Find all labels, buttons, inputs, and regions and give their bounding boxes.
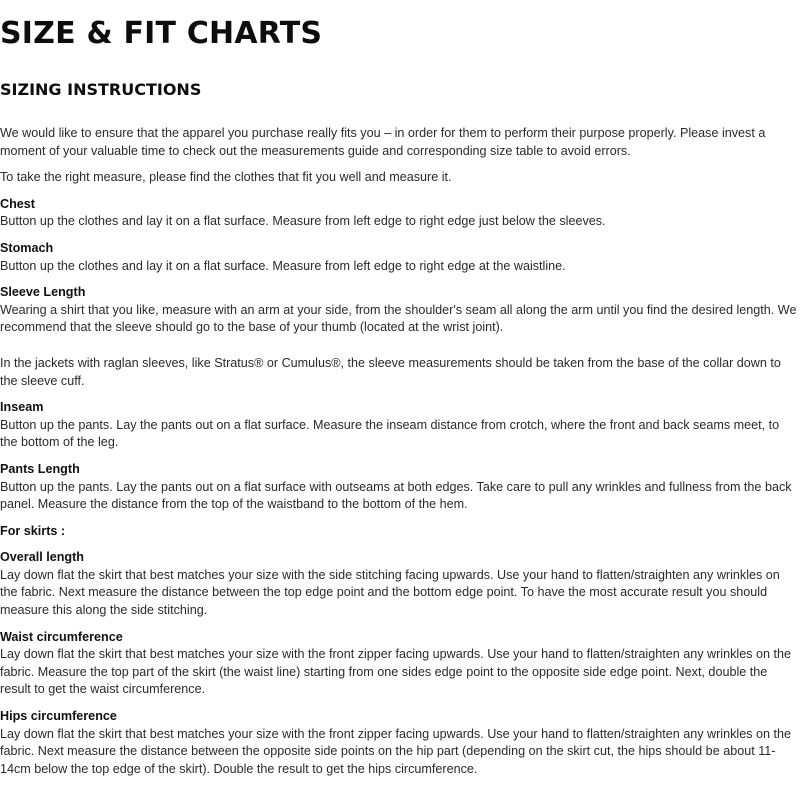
measurement-term: Chest: [0, 196, 35, 211]
measurement-description: Lay down flat the skirt that best matches your size with the front zipper facing upwards. Use your hand to flatten/straighten any wrinkles on the fabric. Measure the top part of the skirt (the waist line) starting from one sides edge point to the opposite side edge point. Next, double the result to get the waist circumference.: [0, 647, 792, 697]
measurement-term: Hips circumference: [0, 709, 117, 724]
skirt-hips-circumference: [0, 708, 798, 778]
section-title: SIZING INSTRUCTIONS: [0, 80, 202, 99]
measurement-term: Inseam: [0, 400, 44, 415]
skirt-waist-circumference: [0, 629, 798, 699]
measurement-term: Overall length: [0, 550, 84, 565]
measurement-description: Button up the clothes and lay it on a flat surface. Measure from left edge to right edge at the waistline.: [0, 258, 566, 273]
skirts-label: For skirts :: [0, 523, 66, 538]
measurement-pants-length: [0, 461, 798, 514]
measurement-description: Wearing a shirt that you like, measure with an arm at your side, from the shoulder's seam all along the arm until you find the desired length. We recommend that the sleeve should go to the base of your thumb (located at the wrist joint).: [0, 302, 797, 335]
measurement-sleeve-length: [0, 284, 798, 337]
page-title: SIZE & FIT CHARTS: [0, 16, 323, 51]
instructions-content: [0, 125, 798, 778]
measurement-inseam: [0, 399, 798, 452]
intro-paragraph: We would like to ensure that the apparel you purchase really fits you – in order for them to perform their purpose properly. Please invest a moment of your valuable time to check out the measurements guide and corresponding size table to avoid errors.: [0, 126, 766, 158]
measurement-term: Pants Length: [0, 461, 80, 476]
measurement-description: Button up the clothes and lay it on a flat surface. Measure from left edge to right edge just below the sleeves.: [0, 214, 606, 229]
skirt-overall-length: [0, 549, 798, 619]
measurement-chest: [0, 196, 798, 231]
measurement-description: Button up the pants. Lay the pants out on a flat surface. Measure the inseam distance from crotch, where the front and back seams meet, to the bottom of the leg.: [0, 417, 780, 450]
measurement-description: Lay down flat the skirt that best matches your size with the front zipper facing upwards. Use your hand to flatten/straighten any wrinkles on the fabric. Next measure the distance between the opposite side points on the hip part (depending on the skirt cut, the hips should be about 11-14cm below the top edge of the skirt). Double the result to get the hips circumference.: [0, 726, 792, 776]
measurement-description: Button up the pants. Lay the pants out on a flat surface with outseams at both edges. Take care to pull any wrinkles and fullness from the back panel. Measure the distance from the top of the waistband to the bottom of the hem.: [0, 479, 792, 512]
intro-measure-tip: To take the right measure, please find the clothes that fit you well and measure it.: [0, 170, 452, 185]
raglan-sleeve-note: In the jackets with raglan sleeves, like Stratus® or Cumulus®, the sleeve measurements should be taken from the base of the collar down to the sleeve cuff.: [0, 355, 781, 388]
measurement-stomach: [0, 240, 798, 275]
measurement-term: Waist circumference: [0, 629, 123, 644]
measurement-description: Lay down flat the skirt that best matches your size with the side stitching facing upwards. Use your hand to flatten/straighten any wrinkles on the fabric. Next measure the distance between the top edge point and the bottom edge point. To have the most accurate result you should measure this along the side stitching.: [0, 567, 780, 618]
measurement-term: Stomach: [0, 240, 54, 255]
measurement-term: Sleeve Length: [0, 285, 86, 300]
